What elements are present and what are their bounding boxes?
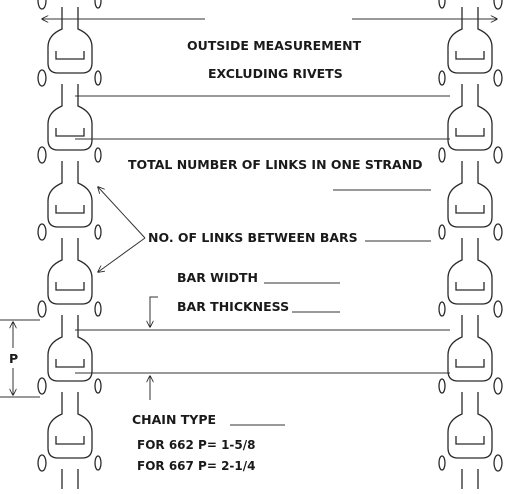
rivet-head-inner	[95, 0, 101, 8]
link-inner-slot	[456, 436, 484, 444]
link-outline	[448, 7, 492, 73]
rivet-head-inner	[439, 456, 445, 470]
leader-upper	[98, 187, 145, 238]
rivet-head	[38, 455, 46, 471]
rivet-head	[38, 224, 46, 240]
link-outline	[48, 84, 92, 150]
rivet-head-inner	[439, 0, 445, 8]
chain-link	[439, 301, 502, 381]
link-inner-slot	[56, 436, 84, 444]
leader-lower	[98, 238, 145, 272]
rivet-head	[494, 70, 502, 86]
link-outline	[48, 315, 92, 381]
rivet-head-inner	[95, 71, 101, 85]
total-links-label: TOTAL NUMBER OF LINKS IN ONE STRAND	[128, 157, 423, 172]
thickness-leader-top	[150, 297, 158, 327]
rivet-head	[38, 147, 46, 163]
rivet-head	[38, 301, 46, 317]
link-outline	[448, 315, 492, 381]
rivet-head	[494, 224, 502, 240]
rivet-head	[38, 70, 46, 86]
bar-width-label: BAR WIDTH	[177, 270, 258, 285]
chain-link	[38, 378, 101, 458]
chain-link	[439, 224, 502, 304]
chain-link	[439, 0, 502, 73]
rivet-head-inner	[439, 148, 445, 162]
rivet-head	[494, 378, 502, 394]
link-outline	[448, 238, 492, 304]
chain-link	[439, 70, 502, 150]
chain-type-label: CHAIN TYPE	[132, 412, 217, 427]
bar-thickness-label: BAR THICKNESS	[177, 299, 290, 314]
link-outline	[448, 161, 492, 227]
links-between-bars-leaders	[98, 187, 145, 272]
right-chain-strand	[439, 0, 502, 489]
chain-link	[38, 301, 101, 381]
chain-link	[439, 378, 502, 458]
rivet-head	[38, 378, 46, 394]
rivet-head-inner	[95, 379, 101, 393]
chain-link	[38, 70, 101, 150]
rivet-head	[494, 301, 502, 317]
chain-link	[439, 147, 502, 227]
rivet-head-inner	[439, 302, 445, 316]
link-inner-slot	[56, 51, 84, 59]
rivet-head-inner	[95, 302, 101, 316]
pitch-667-label: FOR 667 P= 2-1/4	[137, 459, 256, 473]
links-between-bars-label: NO. OF LINKS BETWEEN BARS	[148, 230, 358, 245]
link-inner-slot	[456, 359, 484, 367]
pitch-symbol-label: P	[9, 351, 19, 366]
left-chain-strand	[38, 0, 101, 489]
rivet-head-inner	[439, 71, 445, 85]
rivet-head-inner	[95, 456, 101, 470]
rivet-head-inner	[439, 225, 445, 239]
bar-thickness-indicator	[150, 297, 158, 400]
link-outline	[48, 238, 92, 304]
chain-link	[38, 0, 101, 73]
link-inner-slot	[456, 282, 484, 290]
link-outline	[48, 469, 92, 489]
link-outline	[448, 469, 492, 489]
link-inner-slot	[456, 51, 484, 59]
chain-link	[38, 224, 101, 304]
rivet-head	[494, 0, 502, 9]
link-outline	[448, 392, 492, 458]
excluding-rivets-label: EXCLUDING RIVETS	[208, 66, 343, 81]
link-outline	[48, 392, 92, 458]
rivet-head	[494, 147, 502, 163]
chain-link	[439, 455, 502, 489]
link-outline	[48, 161, 92, 227]
link-inner-slot	[56, 128, 84, 136]
pitch-662-label: FOR 662 P= 1-5/8	[137, 438, 256, 452]
rivet-head	[38, 0, 46, 9]
link-inner-slot	[56, 359, 84, 367]
outside-measurement-label: OUTSIDE MEASUREMENT	[187, 38, 362, 53]
link-inner-slot	[456, 205, 484, 213]
link-outline	[48, 7, 92, 73]
rivet-head-inner	[95, 225, 101, 239]
link-outline	[448, 84, 492, 150]
rivet-head	[494, 455, 502, 471]
link-inner-slot	[456, 128, 484, 136]
link-inner-slot	[56, 282, 84, 290]
rivet-head-inner	[439, 379, 445, 393]
chain-link	[38, 147, 101, 227]
rivet-head-inner	[95, 148, 101, 162]
pitch-dimension	[0, 320, 40, 397]
chain-link	[38, 455, 101, 489]
link-inner-slot	[56, 205, 84, 213]
